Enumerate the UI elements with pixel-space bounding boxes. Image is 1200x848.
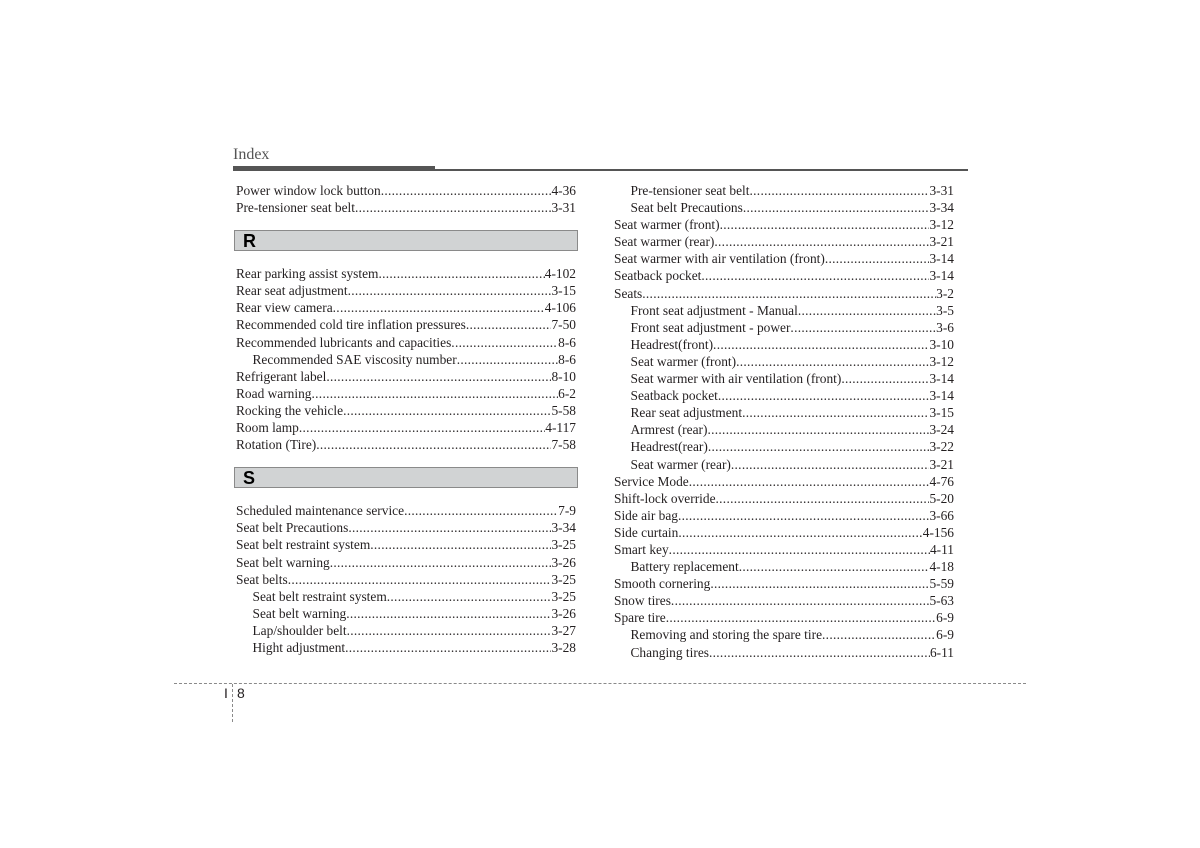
index-entry-term: Seatback pocket bbox=[630, 388, 718, 404]
index-entry bbox=[614, 250, 954, 267]
dot-leader bbox=[716, 490, 930, 507]
index-entry bbox=[236, 182, 576, 199]
dot-leader bbox=[333, 299, 545, 316]
index-entry bbox=[236, 419, 576, 436]
dot-leader bbox=[720, 216, 930, 233]
index-entry-page: 3-14 bbox=[929, 268, 954, 284]
dot-leader bbox=[790, 319, 936, 336]
index-entry bbox=[236, 316, 576, 333]
page-number: 8 bbox=[237, 685, 245, 701]
index-entry-term: Seat warmer (front) bbox=[614, 217, 720, 233]
index-entry-term: Side curtain bbox=[614, 524, 679, 540]
index-entry-term: Power window lock button bbox=[236, 183, 381, 198]
index-entry-term: Room lamp bbox=[236, 420, 299, 436]
index-entry bbox=[614, 336, 954, 353]
dot-leader bbox=[678, 507, 929, 524]
index-entry bbox=[614, 285, 954, 302]
index-entry-page: 3-15 bbox=[929, 405, 954, 421]
dot-leader bbox=[288, 571, 552, 588]
dot-leader bbox=[669, 541, 930, 558]
index-entry-page: 3-5 bbox=[936, 302, 954, 318]
index-entry-term: Rear seat adjustment bbox=[236, 283, 348, 299]
index-entry-term: Refrigerant label bbox=[236, 368, 327, 384]
index-entry-term: Seat warmer (rear) bbox=[614, 234, 715, 250]
dot-leader bbox=[708, 438, 930, 455]
dot-leader bbox=[370, 536, 551, 553]
index-entry-term: Rotation (Tire) bbox=[236, 437, 317, 453]
dot-leader bbox=[404, 502, 558, 519]
index-entry bbox=[236, 519, 576, 536]
index-entry-term: Recommended SAE viscosity number bbox=[252, 351, 457, 367]
index-entry-page: 4-36 bbox=[551, 183, 576, 198]
index-entry-term: Armrest (rear) bbox=[630, 422, 708, 438]
index-entry bbox=[614, 216, 954, 233]
index-entry-page: 3-31 bbox=[551, 200, 576, 216]
index-column-right bbox=[614, 182, 954, 661]
page-title: Index bbox=[233, 146, 270, 163]
index-entry-page: 3-15 bbox=[551, 283, 576, 299]
index-entry-term: Seat belts bbox=[236, 571, 288, 587]
footer-divider bbox=[174, 683, 1026, 684]
index-entry bbox=[614, 541, 954, 558]
index-entry-term: Road warning bbox=[236, 385, 312, 401]
index-entry-term: Changing tires bbox=[630, 644, 709, 660]
index-entry-term: Hight adjustment bbox=[252, 639, 346, 655]
section-header-r: R bbox=[234, 230, 578, 251]
index-entry-term: Seats bbox=[614, 285, 643, 301]
dot-leader bbox=[642, 285, 936, 302]
index-entry-page: 3-12 bbox=[929, 353, 954, 369]
index-entry-page: 3-26 bbox=[551, 554, 576, 570]
index-entry-term: Seat warmer (front) bbox=[630, 353, 737, 369]
dot-leader bbox=[739, 558, 930, 575]
dot-leader bbox=[710, 575, 929, 592]
index-entry bbox=[614, 199, 954, 216]
index-entry-term: Seat warmer (rear) bbox=[630, 456, 731, 472]
dot-leader bbox=[709, 644, 930, 661]
dot-leader bbox=[346, 605, 551, 622]
index-entry-term: Pre-tensioner seat belt bbox=[236, 200, 355, 216]
index-entry-page: 3-2 bbox=[936, 285, 954, 301]
index-entry-page: 3-25 bbox=[551, 537, 576, 553]
index-entry bbox=[614, 267, 954, 284]
index-entry-term: Seat belt Precautions bbox=[630, 200, 743, 216]
index-entry-term: Recommended lubricants and capacities bbox=[236, 334, 452, 350]
index-entry bbox=[236, 605, 576, 622]
dot-leader bbox=[671, 592, 930, 609]
index-entry-term: Seat belt warning bbox=[236, 554, 330, 570]
dot-leader bbox=[750, 182, 930, 199]
index-entry-page: 7-58 bbox=[551, 437, 576, 453]
index-entries-right bbox=[614, 182, 954, 661]
dot-leader bbox=[701, 267, 929, 284]
index-entry-page: 4-76 bbox=[929, 473, 954, 489]
index-entry-term: Front seat adjustment - Manual bbox=[630, 302, 798, 318]
index-entry-term: Pre-tensioner seat belt bbox=[630, 183, 750, 198]
dot-leader bbox=[348, 282, 552, 299]
index-entry-page: 3-12 bbox=[929, 217, 954, 233]
index-entries-s bbox=[236, 502, 576, 656]
index-entry-term: Snow tires bbox=[614, 593, 671, 609]
dot-leader bbox=[825, 250, 930, 267]
index-entry-page: 8-6 bbox=[558, 351, 576, 367]
index-entry-page: 4-102 bbox=[544, 266, 576, 282]
index-entry-page: 7-9 bbox=[558, 503, 576, 519]
footer-section-label: I bbox=[224, 685, 228, 701]
dot-leader bbox=[381, 182, 552, 199]
index-entry-term: Scheduled maintenance service bbox=[236, 503, 405, 519]
index-entry bbox=[236, 368, 576, 385]
dot-leader bbox=[330, 554, 552, 571]
index-entry-term: Seat belt Precautions bbox=[236, 520, 349, 536]
dot-leader bbox=[345, 639, 551, 656]
index-entry bbox=[236, 351, 576, 368]
index-entry-term: Shift-lock override bbox=[614, 490, 716, 506]
index-entry-term: Seat belt warning bbox=[252, 605, 347, 621]
index-entry-term: Lap/shoulder belt bbox=[252, 622, 347, 638]
index-entry-term: Seat belt restraint system bbox=[236, 537, 371, 553]
index-entry bbox=[614, 319, 954, 336]
index-entry-term: Seat warmer with air ventilation (front) bbox=[630, 371, 842, 387]
dot-leader bbox=[822, 626, 936, 643]
dot-leader bbox=[316, 436, 551, 453]
index-entry-term: Seat belt restraint system bbox=[252, 588, 387, 604]
index-entry-page: 4-117 bbox=[545, 420, 576, 436]
dot-leader bbox=[742, 404, 929, 421]
index-entry bbox=[614, 456, 954, 473]
index-entry-term: Service Mode bbox=[614, 473, 689, 489]
index-entry bbox=[614, 387, 954, 404]
dot-leader bbox=[347, 622, 552, 639]
index-entry-term: Seatback pocket bbox=[614, 268, 702, 284]
dot-leader bbox=[343, 402, 551, 419]
index-entries-r bbox=[236, 265, 576, 453]
index-entry-page: 3-25 bbox=[551, 588, 576, 604]
dot-leader bbox=[689, 473, 930, 490]
index-entry-page: 4-11 bbox=[929, 541, 954, 557]
dot-leader bbox=[707, 421, 929, 438]
index-entry-term: Seat warmer with air ventilation (front) bbox=[614, 251, 825, 267]
index-entry bbox=[614, 370, 954, 387]
index-entry bbox=[614, 592, 954, 609]
index-entry bbox=[236, 199, 576, 216]
index-entry-page: 3-31 bbox=[929, 183, 954, 198]
index-entry bbox=[236, 622, 576, 639]
index-entry-term: Spare tire bbox=[614, 610, 666, 626]
index-entries-top bbox=[236, 182, 576, 216]
index-entry-page: 6-11 bbox=[929, 644, 954, 660]
index-entry-page: 3-24 bbox=[929, 422, 954, 438]
index-entry-page: 4-106 bbox=[544, 300, 576, 316]
index-entry bbox=[614, 490, 954, 507]
index-entry bbox=[614, 404, 954, 421]
index-column-left bbox=[236, 182, 576, 656]
index-entry bbox=[614, 644, 954, 661]
index-entry-page: 3-14 bbox=[929, 251, 954, 267]
index-entry-page: 3-27 bbox=[551, 622, 576, 638]
index-entry-term: Rear view camera bbox=[236, 300, 333, 316]
index-entry bbox=[236, 299, 576, 316]
index-entry-page: 8-6 bbox=[558, 334, 576, 350]
index-entry bbox=[236, 436, 576, 453]
dot-leader bbox=[718, 387, 930, 404]
index-entry-page: 3-34 bbox=[929, 200, 954, 216]
index-entry bbox=[614, 421, 954, 438]
index-entry-term: Side air bag bbox=[614, 507, 678, 523]
index-entry bbox=[614, 524, 954, 541]
index-entry-page: 3-66 bbox=[929, 507, 954, 523]
index-entry-page: 3-28 bbox=[551, 639, 576, 655]
index-entry bbox=[614, 507, 954, 524]
dot-leader bbox=[312, 385, 559, 402]
index-entry-page: 3-14 bbox=[929, 371, 954, 387]
index-entry-term: Rocking the vehicle bbox=[236, 402, 344, 418]
index-entry-page: 7-50 bbox=[551, 317, 576, 333]
index-entry-page: 3-21 bbox=[929, 456, 954, 472]
dot-leader bbox=[714, 233, 929, 250]
index-entry bbox=[236, 588, 576, 605]
index-entry bbox=[236, 402, 576, 419]
footer-vertical-divider bbox=[232, 684, 233, 722]
index-entry bbox=[236, 571, 576, 588]
index-entry-page: 8-10 bbox=[551, 368, 576, 384]
index-entry-page: 3-34 bbox=[551, 520, 576, 536]
dot-leader bbox=[678, 524, 922, 541]
dot-leader bbox=[743, 199, 930, 216]
dot-leader bbox=[355, 199, 551, 216]
index-entry-term: Rear parking assist system bbox=[236, 266, 379, 282]
index-entry-page: 5-58 bbox=[551, 402, 576, 418]
dot-leader bbox=[299, 419, 545, 436]
dot-leader bbox=[378, 265, 544, 282]
index-entry-term: Removing and storing the spare tire bbox=[630, 627, 823, 643]
index-entry bbox=[236, 554, 576, 571]
dot-leader bbox=[713, 336, 929, 353]
index-entry bbox=[236, 502, 576, 519]
index-entry bbox=[614, 558, 954, 575]
dot-leader bbox=[466, 316, 552, 333]
index-entry-page: 3-22 bbox=[929, 439, 954, 455]
index-entry-page: 3-25 bbox=[551, 571, 576, 587]
index-entry-term: Smart key bbox=[614, 541, 669, 557]
index-entry bbox=[614, 473, 954, 490]
index-entry bbox=[236, 265, 576, 282]
dot-leader bbox=[736, 353, 929, 370]
index-entry bbox=[614, 233, 954, 250]
index-entry-term: Headrest(front) bbox=[630, 336, 714, 352]
index-entry-page: 3-21 bbox=[929, 234, 954, 250]
dot-leader bbox=[798, 302, 936, 319]
section-header-s: S bbox=[234, 467, 578, 488]
index-entry bbox=[614, 438, 954, 455]
dot-leader bbox=[666, 609, 936, 626]
index-entry-term: Headrest(rear) bbox=[630, 439, 708, 455]
index-entry-term: Front seat adjustment - power bbox=[630, 319, 791, 335]
dot-leader bbox=[326, 368, 551, 385]
index-entry bbox=[236, 385, 576, 402]
index-entry-page: 6-9 bbox=[936, 627, 954, 643]
index-entry bbox=[614, 182, 954, 199]
index-entry-page: 4-156 bbox=[922, 524, 954, 540]
index-entry-page: 3-14 bbox=[929, 388, 954, 404]
index-entry-page: 5-63 bbox=[929, 593, 954, 609]
dot-leader bbox=[457, 351, 558, 368]
index-entry-page: 6-2 bbox=[558, 385, 576, 401]
dot-leader bbox=[731, 456, 930, 473]
index-entry-term: Rear seat adjustment bbox=[630, 405, 743, 421]
index-entry bbox=[614, 575, 954, 592]
index-entry-page: 3-6 bbox=[936, 319, 954, 335]
index-entry bbox=[614, 626, 954, 643]
index-entry-page: 3-26 bbox=[551, 605, 576, 621]
dot-leader bbox=[841, 370, 929, 387]
index-entry bbox=[236, 639, 576, 656]
header-rule-thin bbox=[435, 169, 968, 171]
index-entry bbox=[614, 609, 954, 626]
dot-leader bbox=[348, 519, 551, 536]
index-entry-page: 4-18 bbox=[929, 559, 954, 575]
index-entry-page: 6-9 bbox=[936, 610, 954, 626]
index-entry bbox=[236, 536, 576, 553]
index-entry-page: 5-59 bbox=[929, 576, 954, 592]
dot-leader bbox=[387, 588, 552, 605]
index-entry-page: 3-10 bbox=[929, 336, 954, 352]
index-entry-term: Smooth cornering bbox=[614, 576, 711, 592]
dot-leader bbox=[451, 334, 558, 351]
index-entry bbox=[236, 334, 576, 351]
index-entry-term: Recommended cold tire inflation pressures bbox=[236, 317, 466, 333]
index-entry bbox=[614, 353, 954, 370]
index-entry-page: 5-20 bbox=[929, 490, 954, 506]
index-entry-term: Battery replacement bbox=[630, 559, 739, 575]
index-entry bbox=[236, 282, 576, 299]
header-rule-thick bbox=[233, 166, 435, 171]
index-entry bbox=[614, 302, 954, 319]
